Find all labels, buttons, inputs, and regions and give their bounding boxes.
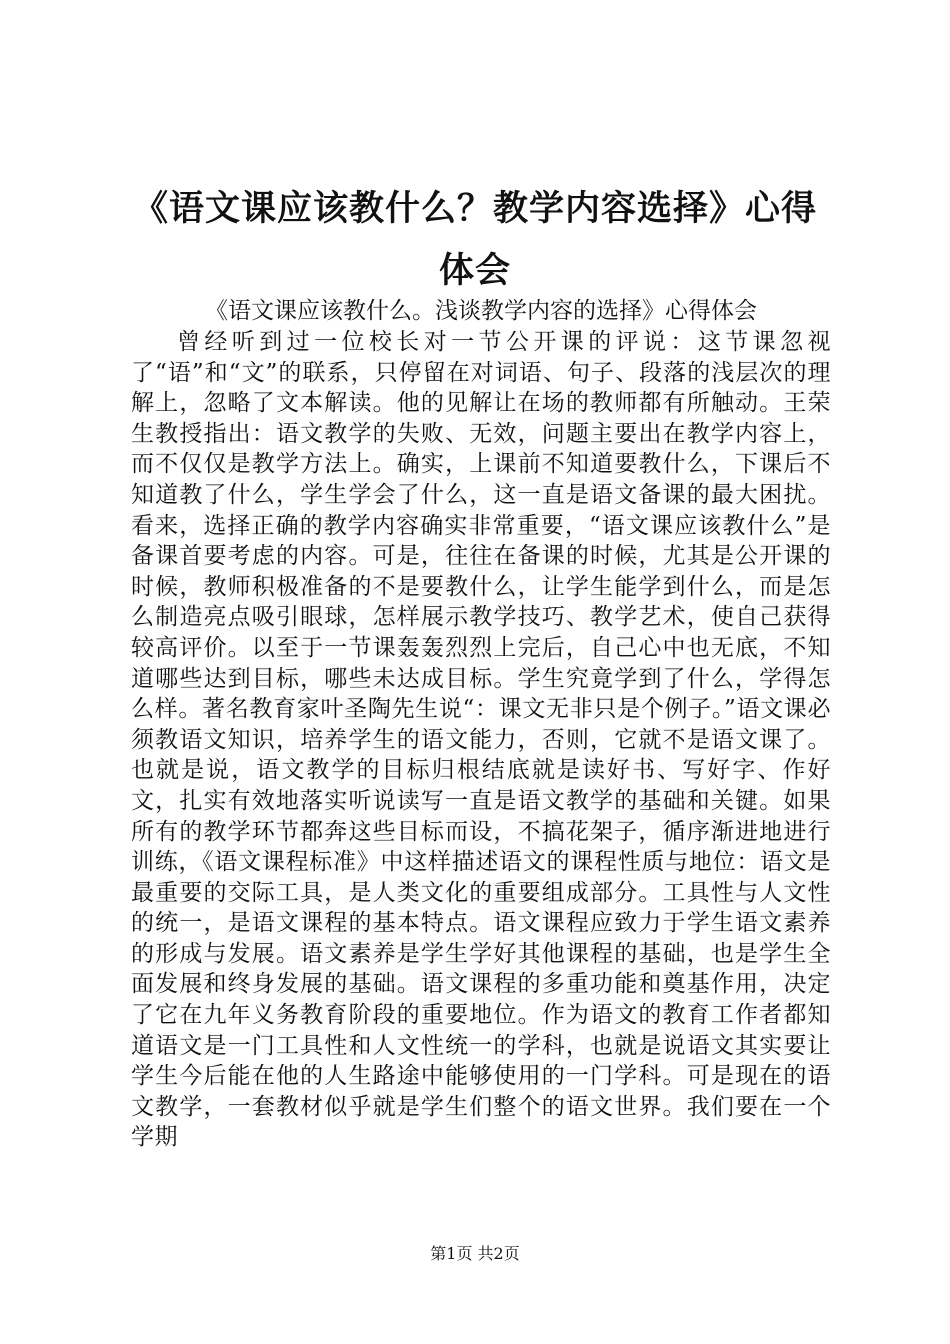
document-subtitle: 《语文课应该教什么。浅谈教学内容的选择》心得体会 [205, 298, 757, 324]
page-number-footer: 第1页 共2页 [430, 1244, 520, 1263]
document-body-paragraph: 曾经听到过一位校长对一节公开课的评说：这节课忽视了“语”和“文”的联系，只停留在对词语、句子、段落的浅层次的理解上，忽略了文本解读。他的见解让在场的教师都有所触动。王荣生教授指出：语文教学的失败、无效，问题主要出在教学内容上，而不仅仅是教学方法上。确实，上课前不知道要教什么，下课后不知道教了什么，学生学会了什么，这一直是语文备课的最大困扰。看来，选择正确的教学内容确实非常重要，“语文课应该教什么”是备课首要考虑的内容。可是，往往在备课的时候，尤其是公开课的时候，教师积极准备的不是要教什么，让学生能学到什么，而是怎么制造亮点吸引眼球，怎样展示教学技巧、教学艺术，使自己获得较高评价。以至于一节课轰轰烈烈上完后，自己心中也无底，不知道哪些达到目标，哪些未达成目标。学生究竟学到了什么，学得怎么样。著名教育家叶圣陶先生说“：课文无非只是个例子。”语文课必须教语文知识，培养学生的语文能力，否则，它就不是语文课了。也就是说，语文教学的目标归根结底就是读好书、写好字、作好文，扎实有效地落实听说读写一直是语文教学的基础和关键。如果所有的教学环节都奔这些目标而设，不搞花架子，循序渐进地进行训练，《语文课程标准》中这样描述语文的课程性质与地位：语文是最重要的交际工具，是人类文化的重要组成部分。工具性与人文性的统一，是语文课程的基本特点。语文课程应致力于学生语文素养的形成与发展。语文素养是学生学好其他课程的基础，也是学生全面发展和终身发展的基础。语文课程的多重功能和奠基作用，决定了它在九年义务教育阶段的重要地位。作为语文的教育工作者都知道语文是一门工具性和人文性统一的学科，也就是说语文其实要让学生今后能在他的人生路途中能够使用的一门学科。可是现在的语文教学，一套教材似乎就是学生们整个的语文世界。我们要在一个学期 [131, 329, 831, 1151]
document-title: 《语文课应该教什么？教学内容选择》心得体会 [132, 188, 817, 291]
